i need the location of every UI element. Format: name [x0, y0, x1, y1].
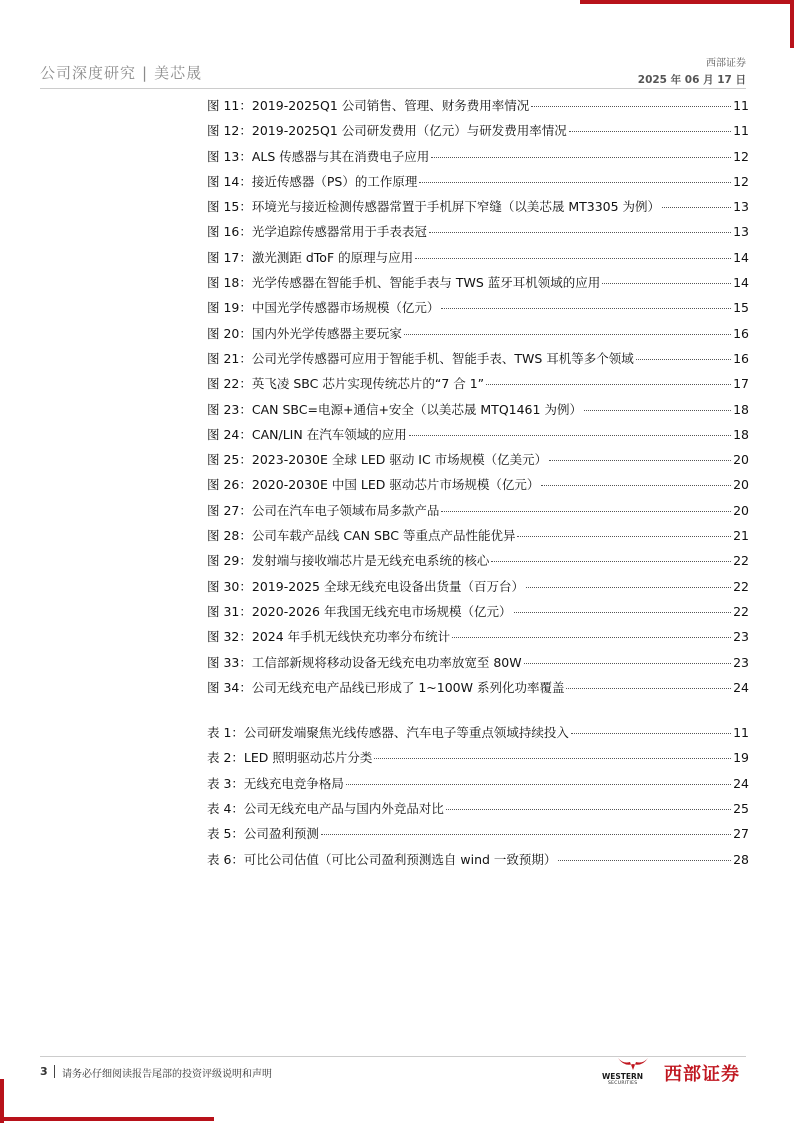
toc-entry-label: 图 29：发射端与接收端芯片是无线充电系统的核心 [207, 553, 490, 569]
toc-entry[interactable] [207, 501, 749, 526]
toc-entry[interactable] [207, 602, 749, 627]
toc-entry-page: 22 [733, 603, 749, 619]
table-list [207, 723, 749, 875]
toc-entry-page: 20 [733, 477, 749, 493]
toc-entry-page: 11 [733, 123, 749, 139]
toc-leader-dots [441, 511, 731, 512]
toc-entry-page: 20 [733, 502, 749, 518]
toc-entry-label: 图 17：激光测距 dToF 的原理与应用 [207, 249, 414, 265]
report-date: 2025 年 06 月 17 日 [637, 74, 746, 86]
footer-disclaimer: 请务必仔细阅读报告尾部的投资评级说明和声明 [62, 1069, 272, 1080]
toc-entry[interactable] [207, 450, 749, 475]
toc-entry[interactable] [207, 850, 749, 875]
toc-entry-page: 13 [733, 224, 749, 240]
toc-leader-dots [514, 612, 732, 613]
toc-leader-dots [602, 283, 731, 284]
report-header-left [40, 62, 202, 83]
toc-leader-dots [541, 485, 731, 486]
toc-entry[interactable] [207, 147, 749, 172]
corner-accent-top-right-vertical [790, 0, 794, 48]
toc-entry[interactable] [207, 96, 749, 121]
toc-entry-label: 图 18：光学传感器在智能手机、智能手表与 TWS 蓝牙耳机领域的应用 [207, 275, 601, 291]
toc-entry-page: 19 [733, 750, 749, 766]
toc-entry-page: 12 [733, 148, 749, 164]
toc-entry[interactable] [207, 526, 749, 551]
toc-entry-page: 20 [733, 452, 749, 468]
toc-entry-page: 18 [733, 426, 749, 442]
toc-entry-page: 21 [733, 528, 749, 544]
toc-entry-label: 图 23：CAN SBC=电源+通信+安全（以美芯晟 MTQ1461 为例） [207, 401, 582, 417]
toc-leader-dots [524, 663, 731, 664]
toc-leader-dots [569, 131, 731, 132]
toc-leader-dots [486, 384, 731, 385]
toc-leader-dots [429, 232, 731, 233]
toc-entry[interactable] [207, 799, 749, 824]
toc-entry-label: 表 6：可比公司估值（可比公司盈利预测选自 wind 一致预期） [207, 851, 557, 867]
toc-entry-label: 图 33：工信部新规将移动设备无线充电功率放宽至 80W [207, 654, 522, 670]
toc-entry-page: 14 [733, 275, 749, 291]
toc-entry-label: 图 22：英飞凌 SBC 芯片实现传统芯片的“7 合 1” [207, 376, 485, 392]
toc-entry-label: 表 2：LED 照明驱动芯片分类 [207, 750, 373, 766]
toc-entry[interactable] [207, 425, 749, 450]
bull-horns-icon [616, 1055, 650, 1071]
toc-entry-page: 13 [733, 199, 749, 215]
toc-entry-page: 16 [733, 350, 749, 366]
company-name: 美芯晟 [154, 64, 203, 82]
toc-leader-dots [415, 258, 731, 259]
toc-entry-label: 图 21：公司光学传感器可应用于智能手机、智能手表、TWS 耳机等多个领域 [207, 350, 634, 366]
toc-entry-page: 18 [733, 401, 749, 417]
toc-entry-page: 11 [733, 98, 749, 113]
toc-entry-page: 12 [733, 173, 749, 189]
toc-entry-page: 24 [733, 679, 749, 695]
list-gap [207, 703, 749, 723]
toc-entry-label: 图 31：2020-2026 年我国无线充电市场规模（亿元） [207, 603, 512, 619]
toc-entry[interactable] [207, 248, 749, 273]
toc-leader-dots [409, 435, 731, 436]
toc-entry[interactable] [207, 197, 749, 222]
toc-entry[interactable] [207, 349, 749, 374]
toc-entry[interactable] [207, 627, 749, 652]
toc-entry[interactable] [207, 748, 749, 773]
toc-entry-label: 图 32：2024 年手机无线快充功率分布统计 [207, 629, 451, 645]
toc-entry-page: 27 [733, 826, 749, 842]
toc-entry-label: 图 12：2019-2025Q1 公司研发费用（亿元）与研发费用率情况 [207, 123, 567, 139]
toc-entry-label: 图 25：2023-2030E 全球 LED 驱动 IC 市场规模（亿美元） [207, 452, 548, 468]
corner-accent-bottom-left-horizontal [0, 1117, 214, 1121]
toc-entry-label: 图 28：公司车载产品线 CAN SBC 等重点产品性能优异 [207, 528, 516, 544]
footer-separator [54, 1065, 55, 1078]
toc-entry-label: 图 13：ALS 传感器与其在消费电子应用 [207, 148, 430, 164]
toc-entry-page: 23 [733, 654, 749, 670]
toc-entry-page: 23 [733, 629, 749, 645]
toc-entry-page: 16 [733, 325, 749, 341]
toc-leader-dots [419, 182, 731, 183]
toc-entry-label: 表 1：公司研发端聚焦光线传感器、汽车电子等重点领域持续投入 [207, 725, 569, 741]
logo-text-cn: 西部证券 [664, 1064, 740, 1085]
toc-leader-dots [491, 561, 731, 562]
table-of-contents [207, 96, 749, 875]
header-divider [40, 88, 746, 89]
toc-leader-dots [452, 637, 731, 638]
corner-accent-top-right-horizontal [580, 0, 794, 4]
toc-entry[interactable] [207, 723, 749, 748]
toc-entry-label: 图 16：光学追踪传感器常用于手表表冠 [207, 224, 427, 240]
toc-entry-page: 28 [733, 851, 749, 867]
toc-entry-label: 表 4：公司无线充电产品与国内外竞品对比 [207, 801, 444, 817]
toc-entry-label: 表 5：公司盈利预测 [207, 826, 319, 842]
logo-text-en: WESTERN [602, 1072, 644, 1081]
toc-leader-dots [558, 860, 731, 861]
toc-entry-label: 表 3：无线充电竞争格局 [207, 775, 344, 791]
toc-entry[interactable] [207, 475, 749, 500]
report-header-right [638, 54, 746, 87]
toc-entry[interactable] [207, 298, 749, 323]
logo-text-en-sub: SECURITIES [608, 1081, 638, 1086]
toc-entry[interactable] [207, 324, 749, 349]
figure-list [207, 96, 749, 703]
toc-entry-page: 14 [733, 249, 749, 265]
toc-leader-dots [662, 207, 731, 208]
toc-leader-dots [531, 106, 731, 107]
toc-entry-page: 22 [733, 553, 749, 569]
toc-entry[interactable] [207, 400, 749, 425]
toc-leader-dots [431, 157, 731, 158]
toc-leader-dots [404, 334, 731, 335]
toc-leader-dots [584, 410, 731, 411]
corner-accent-bottom-left-vertical [0, 1079, 4, 1123]
toc-entry-label: 图 30：2019-2025 全球无线充电设备出货量（百万台） [207, 578, 524, 594]
broker-name: 西部证券 [706, 58, 746, 69]
toc-leader-dots [636, 359, 731, 360]
toc-leader-dots [321, 834, 731, 835]
header-separator: | [142, 64, 149, 82]
toc-entry[interactable] [207, 577, 749, 602]
toc-leader-dots [374, 758, 731, 759]
toc-entry-label: 图 27：公司在汽车电子领域布局多款产品 [207, 502, 440, 518]
toc-entry[interactable] [207, 774, 749, 799]
toc-entry-label: 图 11：2019-2025Q1 公司销售、管理、财务费用率情况 [207, 98, 530, 113]
toc-entry[interactable] [207, 172, 749, 197]
toc-entry-page: 17 [733, 376, 749, 392]
toc-entry-label: 图 15：环境光与接近检测传感器常置于手机屏下窄缝（以美芯晟 MT3305 为例） [207, 199, 661, 215]
western-securities-logo [602, 1055, 752, 1087]
toc-entry[interactable] [207, 551, 749, 576]
toc-entry[interactable] [207, 678, 749, 703]
toc-entry-label: 图 24：CAN/LIN 在汽车领域的应用 [207, 426, 407, 442]
toc-leader-dots [441, 308, 731, 309]
toc-entry[interactable] [207, 374, 749, 399]
toc-entry-label: 图 14：接近传感器（PS）的工作原理 [207, 173, 418, 189]
toc-entry-label: 图 34：公司无线充电产品线已形成了 1~100W 系列化功率覆盖 [207, 679, 565, 695]
toc-entry-label: 图 26：2020-2030E 中国 LED 驱动芯片市场规模（亿元） [207, 477, 540, 493]
toc-leader-dots [517, 536, 731, 537]
toc-entry[interactable] [207, 273, 749, 298]
toc-entry-label: 图 19：中国光学传感器市场规模（亿元） [207, 300, 440, 316]
toc-leader-dots [566, 688, 731, 689]
toc-entry-label: 图 20：国内外光学传感器主要玩家 [207, 325, 402, 341]
report-type: 公司深度研究 [40, 64, 137, 82]
toc-leader-dots [571, 733, 731, 734]
toc-entry-page: 24 [733, 775, 749, 791]
toc-entry[interactable] [207, 121, 749, 146]
toc-entry-page: 22 [733, 578, 749, 594]
toc-entry-page: 15 [733, 300, 749, 316]
toc-entry[interactable] [207, 653, 749, 678]
toc-entry[interactable] [207, 222, 749, 247]
toc-entry-page: 25 [733, 801, 749, 817]
toc-leader-dots [526, 587, 731, 588]
toc-leader-dots [549, 460, 731, 461]
toc-leader-dots [346, 784, 731, 785]
toc-entry-page: 11 [733, 725, 749, 741]
toc-entry[interactable] [207, 824, 749, 849]
page-number: 3 [40, 1065, 48, 1078]
toc-leader-dots [446, 809, 731, 810]
